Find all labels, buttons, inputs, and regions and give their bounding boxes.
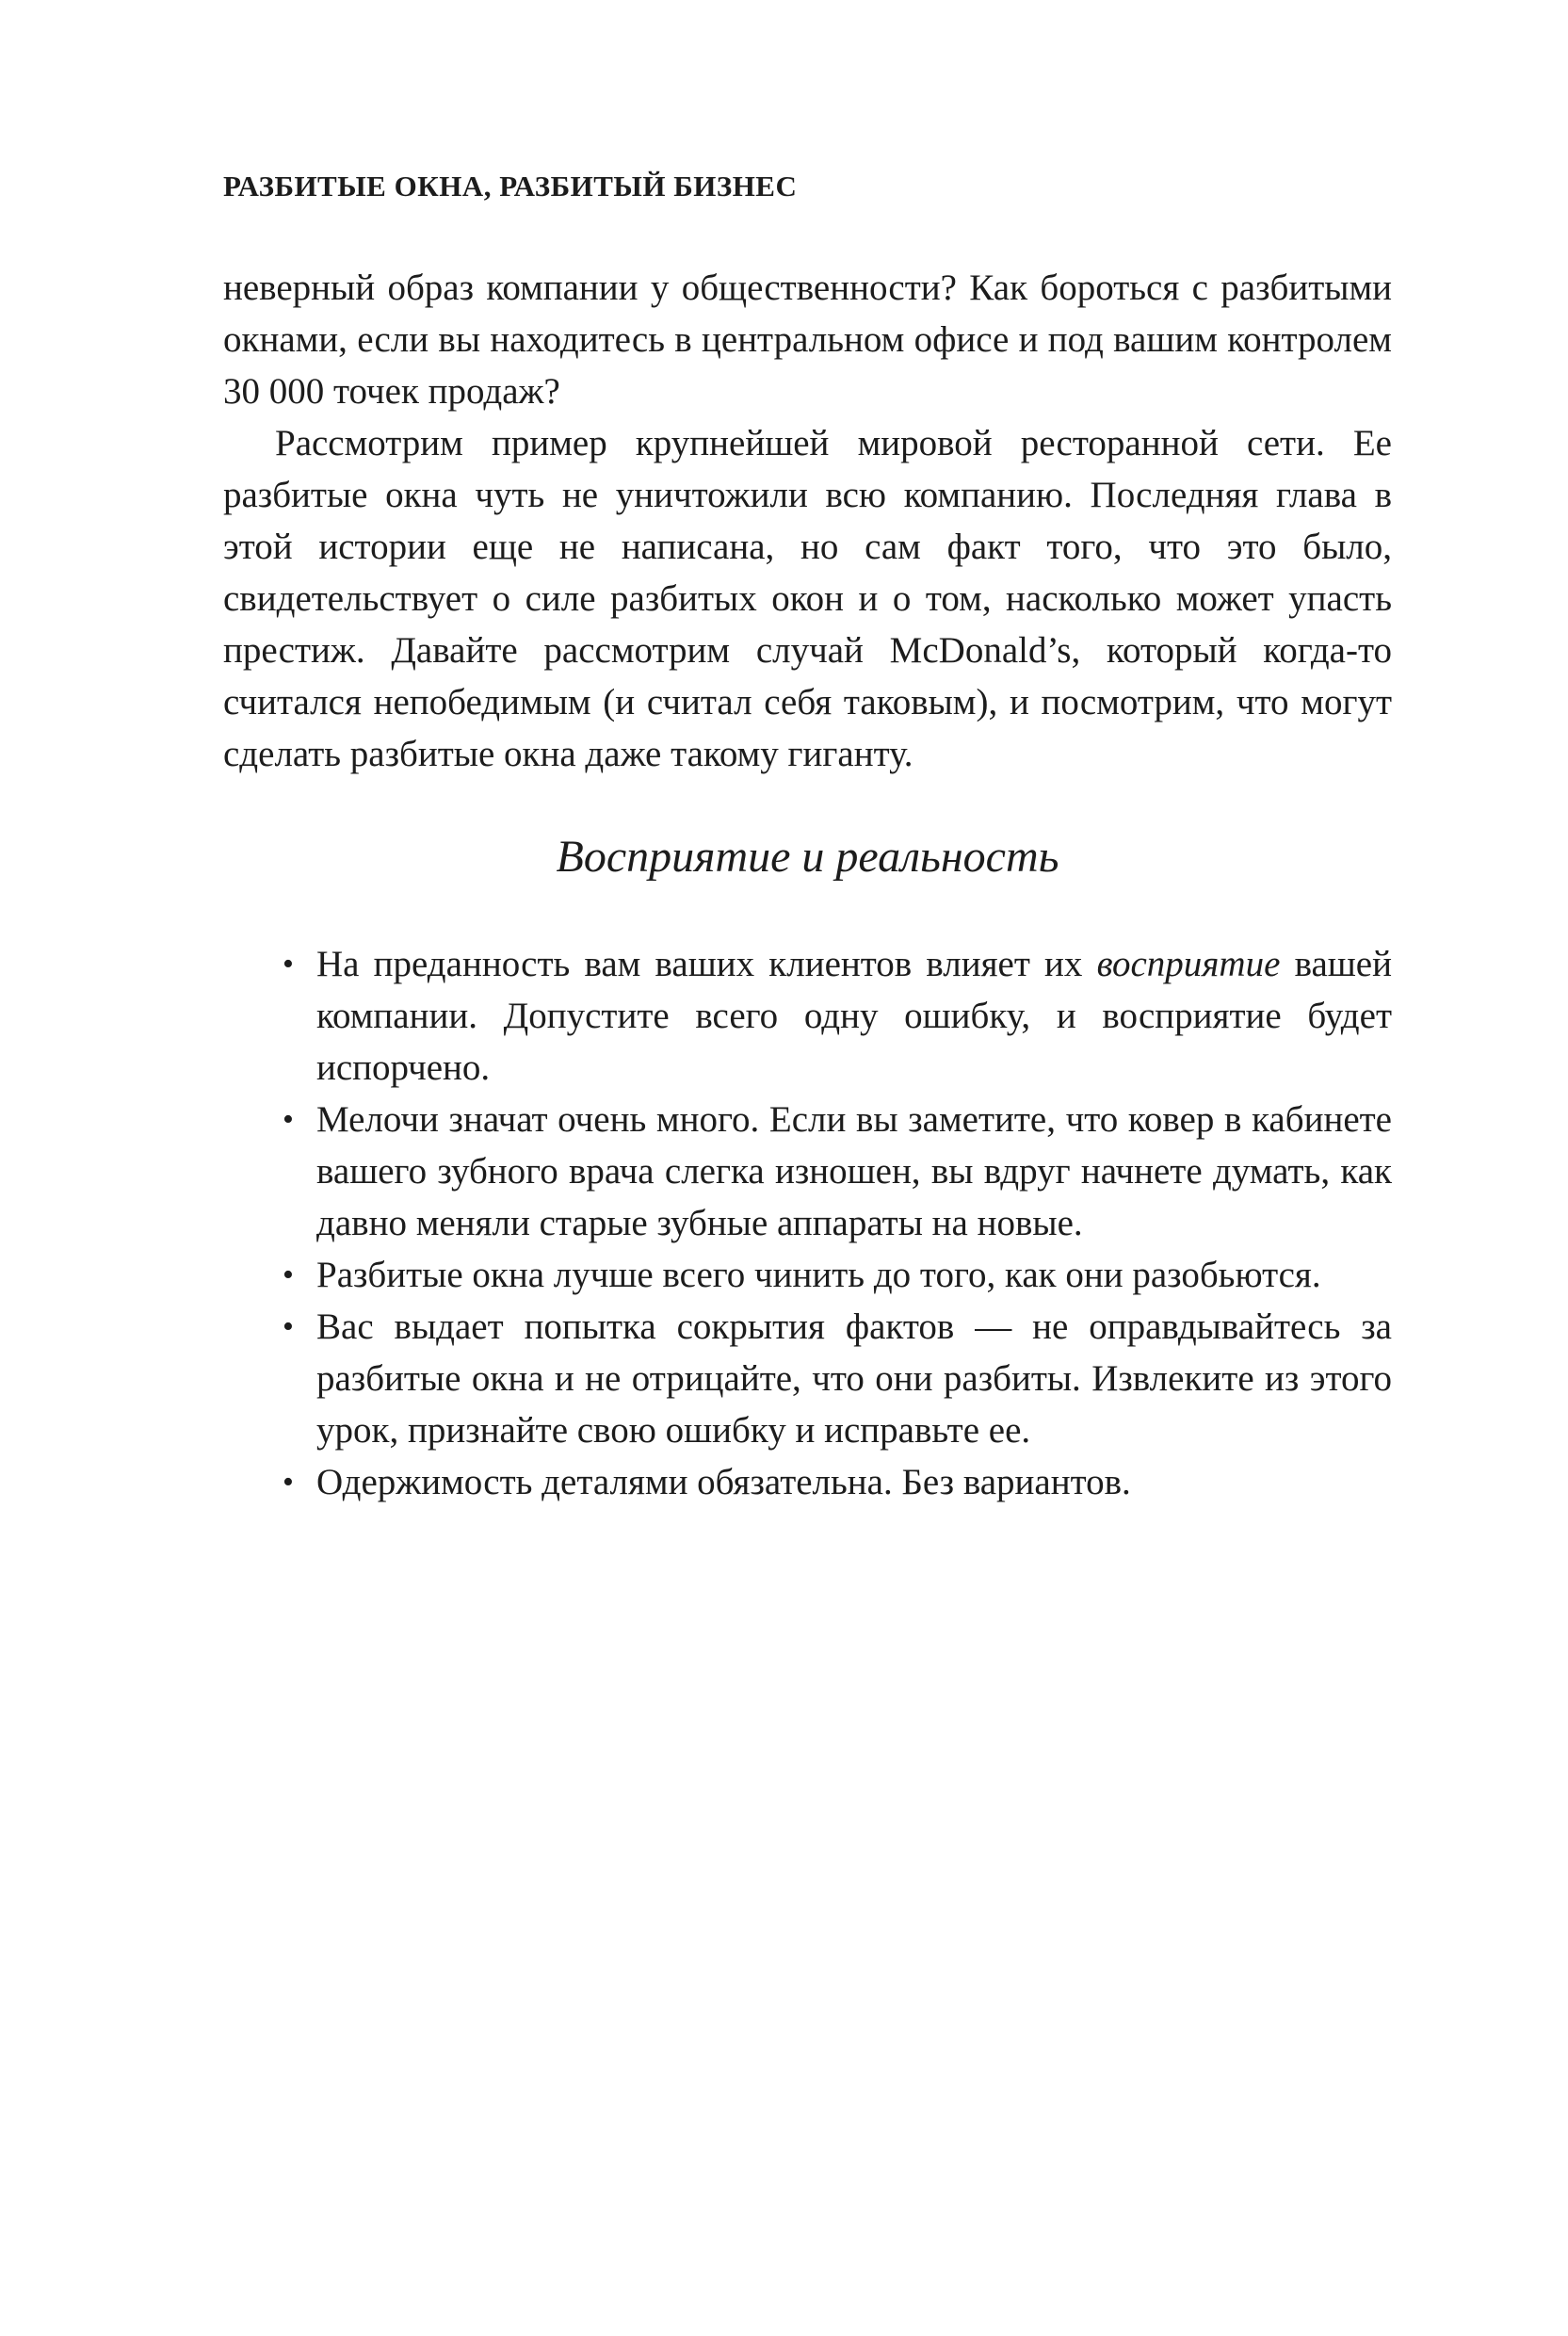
list-item (283, 1094, 1392, 1249)
bullet-text-block (316, 938, 1392, 1094)
section-heading: Восприятие и реальность (556, 832, 1059, 882)
bullet-icon: • (283, 1257, 294, 1292)
bullet-text-block (316, 1301, 1392, 1456)
list-item (283, 1301, 1392, 1456)
list-item (283, 1456, 1392, 1508)
bullet-text: Мелочи значат очень много. Если вы заметите, что ковер в кабинете вашего зубного врача слегка изношен, вы вдруг начнете думать, как давно меняли старые зубные аппараты на новые. (316, 1099, 1392, 1243)
paragraph-continuation: неверный образ компании у общественности? Как бороться с разбитыми окнами, если вы находитесь в центральном офисе и под вашим контролем 30 000 точек продаж? (223, 268, 1392, 412)
list-item (283, 938, 1392, 1094)
bullet-list (223, 938, 1392, 1508)
bullet-text: Вас выдает попытка сокрытия фактов — не оправдывайтесь за разбитые окна и не отрицайте, что они разбиты. Извлеките из этого урок, признайте свою ошибку и исправьте ее. (316, 1306, 1392, 1451)
bullet-italic-text: восприятие (1096, 944, 1281, 984)
bullet-text-block (316, 1094, 1392, 1249)
bullet-text: вашей компании. Допустите всего одну ошибку, и восприятие будет испорчено. (316, 944, 1392, 1088)
bullet-text-block (316, 1249, 1392, 1301)
bullet-icon: • (283, 1465, 294, 1500)
bullet-icon: • (283, 947, 294, 981)
page-content (223, 170, 1392, 1508)
bullet-icon: • (283, 1309, 294, 1344)
bullet-text-block (316, 1456, 1392, 1508)
bullet-text: Одержимость деталями обязательна. Без вариантов. (316, 1462, 1131, 1502)
list-item (283, 1249, 1392, 1301)
running-head: РАЗБИТЫЕ ОКНА, РАЗБИТЫЙ БИЗНЕС (223, 170, 798, 203)
paragraph-mcdonalds: Рассмотрим пример крупнейшей мировой ресторанной сети. Ее разбитые окна чуть не уничтожили всю компанию. Последняя глава в этой истории еще не написана, но сам факт того, что это было, свидетельствует о силе разбитых окон и о том, насколько может упасть престиж. Давайте рассмотрим случай McDonald’s, который когда-то считался непобедимым (и считал себя таковым), и посмотрим, что могут сделать разбитые окна даже такому гиганту. (223, 423, 1392, 774)
bullet-text: Разбитые окна лучше всего чинить до того, как они разобьются. (316, 1255, 1321, 1295)
bullet-text: На преданность вам ваших клиентов влияет их (316, 944, 1097, 984)
bullet-icon: • (283, 1102, 294, 1137)
